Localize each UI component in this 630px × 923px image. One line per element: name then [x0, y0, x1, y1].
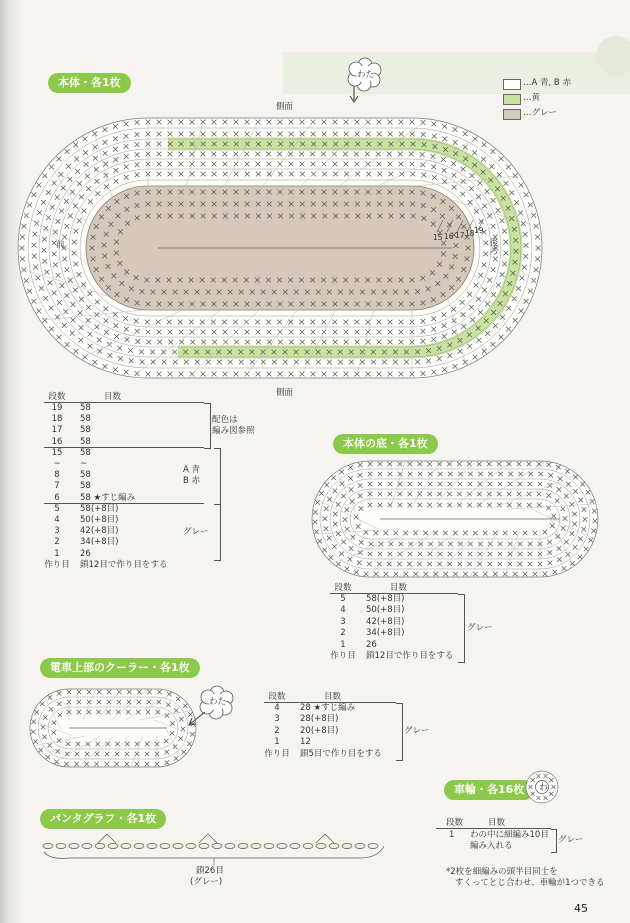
stitch-count: 58: [80, 414, 91, 425]
stitch-count: 58: [80, 481, 91, 492]
wheel-note-line2: すくってとじ合わせ、車輪が1つできる: [455, 878, 605, 888]
label-side-top: 側面: [276, 102, 294, 112]
stitch-count: 鎖5目で作り目をする: [300, 748, 382, 759]
row-number: 3: [274, 714, 280, 725]
legend-label-gray: …グレー: [523, 108, 558, 118]
stitch-count: 20(+8目): [300, 725, 339, 736]
row-number: ~: [53, 459, 61, 469]
stitch-count: 58: [80, 447, 91, 458]
wheel-note-line1: *2枚を細編みの頭半目同士を: [446, 867, 558, 877]
wheel-count-line2: 編み入れる: [470, 841, 513, 851]
stitch-count: 58: [80, 425, 91, 436]
stitch-count: 28(+8目): [300, 714, 339, 725]
stitch-count: 50(+8目): [80, 515, 119, 525]
row-number: 4: [54, 515, 60, 525]
table-header-rows: 段数: [48, 392, 66, 402]
wheel-header-rows: 段数: [446, 818, 464, 828]
stitch-count: 58: [80, 403, 91, 413]
row-number: 16: [51, 436, 63, 447]
row-number: 作り目: [264, 748, 290, 759]
row-number: 19: [51, 403, 63, 413]
page-number: 45: [574, 902, 588, 915]
row-number: 1: [340, 639, 346, 650]
stitch-count: 42(+8目): [80, 526, 119, 537]
stitch-count: 50(+8目): [366, 605, 405, 616]
row-number-16: 16: [444, 232, 454, 241]
row-number: 3: [340, 616, 346, 627]
row-number: 2: [54, 537, 60, 548]
table-header-stitches: 目数: [324, 692, 342, 702]
row-number: 7: [54, 481, 60, 492]
row-number: 3: [54, 526, 60, 537]
stitch-count: 58(+8目): [366, 594, 405, 604]
main-group-note-top-1: 配色は: [212, 415, 238, 425]
stitch-count: 28 ★すじ編み: [300, 703, 356, 713]
row-number: 18: [51, 414, 63, 425]
main-group-note-bottom: グレー: [183, 527, 209, 537]
cooler-group-note: グレー: [404, 726, 430, 736]
row-number-17: 17: [455, 231, 465, 240]
row-number: 4: [340, 605, 346, 616]
table-header-rows: 段数: [268, 692, 286, 702]
label-wata-main: わた: [357, 70, 375, 80]
row-number-19: 19: [474, 226, 484, 235]
bottom-group-note: グレー: [467, 623, 493, 633]
label-back: 後ろ: [488, 238, 498, 255]
legend-label-white: …A 青, B 赤: [523, 78, 571, 88]
row-number: 5: [54, 503, 60, 514]
wheel-brace: [551, 829, 557, 853]
section-title-wheel: 車輪・各16枚: [444, 780, 534, 800]
wheel-count-line1: わの中に細編み10目: [470, 830, 549, 840]
stitch-count: 鎖12目で作り目をする: [80, 559, 168, 570]
row-number: 1: [274, 737, 280, 748]
stitch-count: 34(+8目): [366, 628, 405, 639]
row-number: 17: [51, 425, 63, 436]
row-number: 作り目: [44, 559, 70, 570]
pantograph-chain-count: 鎖26目: [196, 866, 224, 876]
row-number-18: 18: [465, 229, 475, 238]
label-wata-cooler: わた: [209, 697, 227, 707]
stitch-count: 12: [300, 737, 311, 748]
row-number: 15: [51, 447, 63, 458]
legend-label-yellow: …黄: [523, 93, 541, 103]
stitch-count: 26: [366, 639, 377, 650]
row-number-15: 15: [433, 233, 443, 242]
row-number: 6: [54, 492, 60, 503]
table-header-stitches: 目数: [390, 583, 408, 593]
wheel-row-1: 1: [449, 830, 455, 840]
section-title-pantograph: パンタグラフ・各1枚: [40, 809, 166, 829]
pantograph-chain-color: (グレー): [190, 877, 223, 887]
row-number: 5: [340, 594, 346, 604]
label-side-bottom: 側面: [276, 388, 294, 398]
row-number: 2: [340, 628, 346, 639]
row-number: 1: [54, 548, 60, 559]
stitch-count: 58(+8目): [80, 503, 119, 514]
stitch-count: 58 ★すじ編み: [80, 492, 136, 503]
label-front: 前: [56, 240, 65, 250]
stitch-count: 鎖12目で作り目をする: [366, 651, 454, 661]
section-title-cooler: 電車上部のクーラー・各1枚: [40, 658, 200, 678]
stitch-count: ~: [80, 459, 88, 469]
main-group-note-top-2: 編み図参照: [212, 426, 255, 436]
row-number: 4: [274, 703, 280, 713]
stitch-count: 42(+8目): [366, 616, 405, 627]
wheel-header-stitches: 目数: [488, 818, 506, 828]
row-number: 作り目: [330, 651, 356, 661]
stitch-count: 58: [80, 470, 91, 481]
stitch-count: 34(+8目): [80, 537, 119, 548]
table-header-rows: 段数: [334, 583, 352, 593]
wheel-center-label: わ: [539, 783, 549, 793]
section-title-main-body: 本体・各1枚: [48, 73, 131, 93]
main-group-note-mid-1: A 青: [183, 465, 201, 475]
row-number: 8: [54, 470, 60, 481]
main-group-note-mid-2: B 赤: [183, 476, 201, 486]
section-title-bottom: 本体の底・各1枚: [333, 434, 438, 454]
row-number: 2: [274, 725, 280, 736]
table-header-stitches: 目数: [104, 392, 122, 402]
wheel-group-note: グレー: [558, 835, 584, 845]
stitch-count: 26: [80, 548, 91, 559]
wheel-table-rule: [436, 828, 551, 829]
stitch-count: 58: [80, 436, 91, 447]
